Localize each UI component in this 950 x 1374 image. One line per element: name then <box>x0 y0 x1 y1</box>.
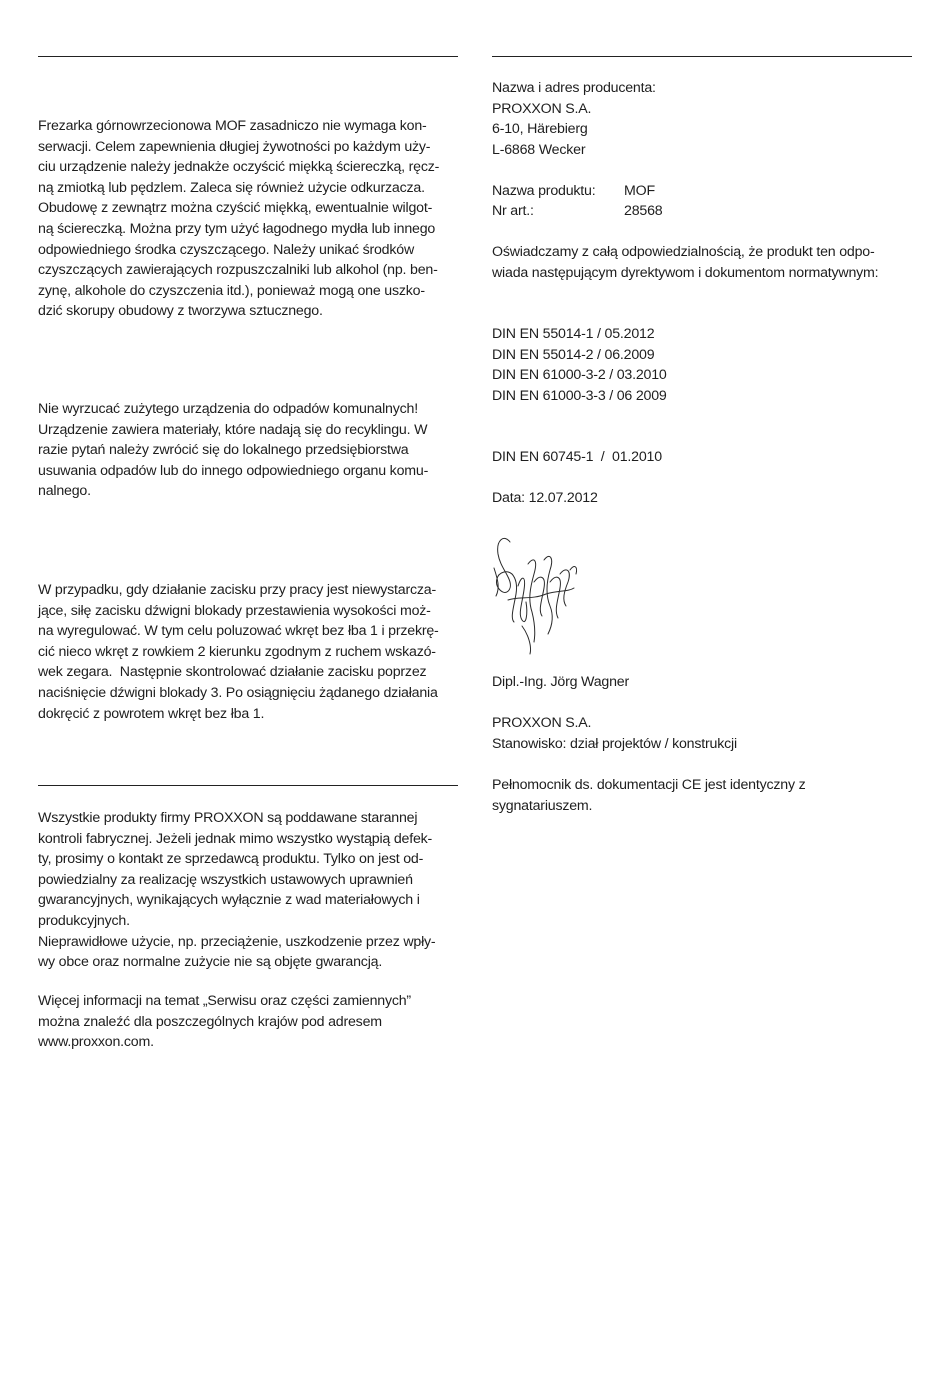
text-line: DIN EN 55014-1 / 05.2012 <box>492 326 655 342</box>
text-line: www.proxxon.com. <box>38 1034 154 1051</box>
text-line: PROXXON S.A. <box>492 100 592 117</box>
article-number-label: Nr art.: <box>492 203 534 219</box>
text-line: cić nieco wkręt z rowkiem 2 kierunku zgodnym z ruchem wskazó- <box>38 643 436 660</box>
warranty-paragraph <box>38 808 435 973</box>
declaration-text <box>492 242 878 283</box>
text-line: Oświadczamy z całą odpowiedzialnością, że produkt ten odpo- <box>492 244 875 260</box>
text-line: Nazwa i adres producenta: <box>492 80 656 96</box>
care-paragraph <box>38 116 439 322</box>
text-line: gwarancyjnych, wynikających wyłącznie z wad materiałowych i <box>38 892 420 909</box>
clamp-adjustment-paragraph <box>38 580 439 724</box>
text-line: Nieprawidłowe użycie, np. przeciążenie, uszkodzenie przez wpły- <box>38 933 436 950</box>
service-info-paragraph <box>38 991 411 1053</box>
text-line: nalnego. <box>38 483 91 500</box>
text-line: można znaleźć dla poszczególnych krajów pod adresem <box>38 1013 382 1030</box>
warranty-rule <box>38 785 458 786</box>
text-line: L-6868 Wecker <box>492 141 586 158</box>
text-line: powiedzialny za realizację wszystkich ustawowych uprawnień <box>38 871 413 888</box>
machinery-standard: DIN EN 60745-1 / 01.2010 <box>492 449 662 465</box>
text-line: zynę, alkohole do czyszczenia itd.), ponieważ mogą one uszko- <box>38 282 425 299</box>
text-line: dzić skorupy obudowy z tworzywa sztucznego. <box>38 303 323 320</box>
producer-address <box>492 78 656 160</box>
text-line: Urządzenie zawiera materiały, które nadają się do recyklingu. W <box>38 421 428 438</box>
text-line: Frezarka górnowrzecionowa MOF zasadniczo nie wymaga kon- <box>38 118 427 134</box>
text-line: Nie wyrzucać zużytego urządzenia do odpadów komunalnych! <box>38 401 418 417</box>
text-line: naciśnięcie dźwigni blokady 3. Po osiągnięciu żądanego działania <box>38 684 438 701</box>
disposal-paragraph <box>38 399 428 502</box>
left-top-rule <box>38 56 458 57</box>
text-line: Więcej informacji na temat „Serwisu oraz części zamiennych” <box>38 993 411 1009</box>
signature-image <box>488 530 588 655</box>
text-line: DIN EN 61000-3-2 / 03.2010 <box>492 367 667 384</box>
text-line: odpowiedniego środka czyszczącego. Należy unikać środków <box>38 241 415 258</box>
text-line: 6-10, Härebierg <box>492 121 588 138</box>
emc-standards-list <box>492 324 667 406</box>
text-line: jące, siłę zacisku dźwigni blokady przestawienia wysokości moż- <box>38 602 431 619</box>
text-line: na wyregulować. W tym celu poluzować wkręt bez łba 1 i przekrę- <box>38 623 439 640</box>
text-line: wiada następującym dyrektywom i dokumentom normatywnym: <box>492 264 879 281</box>
text-line: kontroli fabrycznej. Jeżeli jednak mimo wszystko wystąpią defek- <box>38 830 433 847</box>
text-line: W przypadku, gdy działanie zacisku przy pracy jest niewystarcza- <box>38 582 437 598</box>
text-line: wy obce oraz normalne zużycie nie są objęte gwarancją. <box>38 954 383 971</box>
product-name-label: Nazwa produktu: <box>492 183 596 199</box>
text-line: Obudowę z zewnątrz można czyścić miękką, ewentualnie wilgot- <box>38 200 433 217</box>
article-number-value: 28568 <box>624 203 663 219</box>
signer-position: Stanowisko: dział projektów / konstrukcji <box>492 736 737 752</box>
text-line: Pełnomocnik ds. dokumentacji CE jest identyczny z <box>492 777 806 793</box>
signer-name: Dipl.-Ing. Jörg Wagner <box>492 674 630 690</box>
text-line: DIN EN 61000-3-3 / 06 2009 <box>492 387 667 404</box>
text-line: razie pytań należy zwrócić się do lokalnego przedsiębiorstwa <box>38 442 409 459</box>
text-line: ną zmiotką lub pędzlem. Zaleca się również użycie odkurzacza. <box>38 179 425 196</box>
signer-company: PROXXON S.A. <box>492 715 592 731</box>
right-top-rule <box>492 56 912 57</box>
ce-representative-note <box>492 775 806 816</box>
text-line: produkcyjnych. <box>38 912 130 929</box>
product-name-value: MOF <box>624 183 655 199</box>
text-line: ciu urządzenie należy jednakże oczyścić miękką ściereczką, ręcz- <box>38 159 440 176</box>
text-line: usuwania odpadów lub do innego odpowiedniego organu komu- <box>38 462 429 479</box>
declaration-date: Data: 12.07.2012 <box>492 490 598 506</box>
text-line: wek zegara. Następnie skontrolować działanie zacisku poprzez <box>38 664 427 681</box>
text-line: sygnatariuszem. <box>492 797 593 814</box>
text-line: DIN EN 55014-2 / 06.2009 <box>492 346 655 363</box>
text-line: ną ściereczką. Można przy tym użyć łagodnego mydła lub innego <box>38 220 436 237</box>
text-line: dokręcić z powrotem wkręt bez łba 1. <box>38 705 265 722</box>
text-line: serwacji. Celem zapewnienia długiej żywotności po każdym uży- <box>38 138 431 155</box>
text-line: ty, prosimy o kontakt ze sprzedawcą produktu. Tylko on jest od- <box>38 851 424 868</box>
text-line: Wszystkie produkty firmy PROXXON są poddawane starannej <box>38 810 418 826</box>
text-line: czyszczących zawierających rozpuszczalniki lub alkohol (np. ben- <box>38 262 438 279</box>
